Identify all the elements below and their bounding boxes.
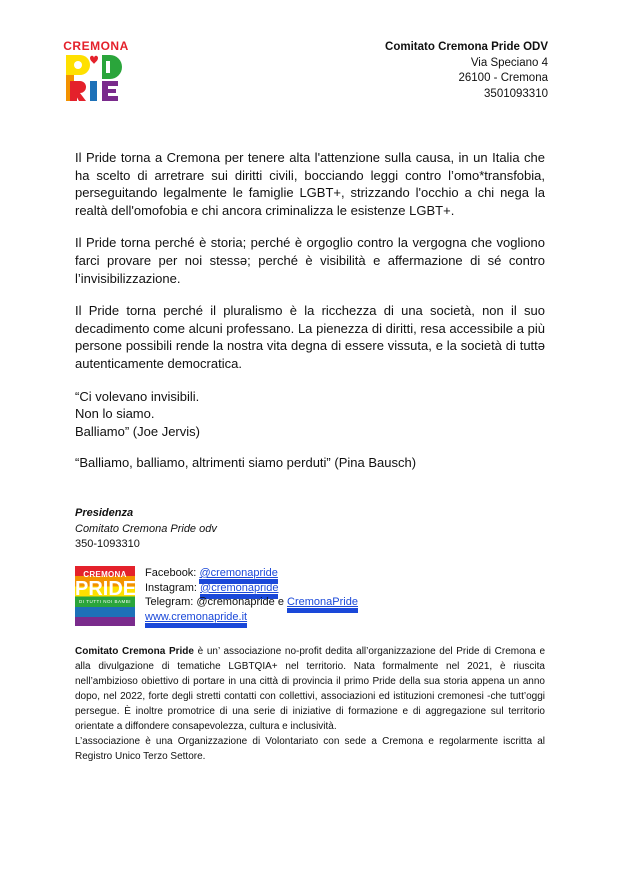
about-paragraph-2: L’associazione è una Organizzazione di Volontariato con sede a Cremona e regolarmente iscritta al Registro Unico Terzo Settore.: [75, 736, 545, 762]
quote-line: Non lo siamo.: [75, 406, 155, 422]
about-paragraph: [75, 644, 545, 734]
facebook-label: Facebook:: [145, 567, 197, 579]
telegram-row: [145, 595, 358, 610]
org-name: Comitato Cremona Pride ODV: [385, 41, 548, 53]
rainbow-badge-logo: [75, 566, 135, 626]
quote-jervis: [75, 388, 545, 441]
about-text: è un’ associazione no-profit dedita all’organizzazione del Pride di Cremona e alla divulgazione di tematiche LGBTQIA+ nel territorio. Nata formalmente nel 2021, è riuscita nell’ambizioso obiettivo di portare in una città di provincia il primo Pride della sua storia appena un anno dopo, nel 2022, forte degli stretti contatti con collettivi, associazioni ed istituzioni cremonesi -che tutt’oggi persegue. È inoltre promotrice di una serie di iniziative di formazione e di aggregazione sul territorio orientate a diffondere consapevolezza, cultura e inclusività.: [75, 646, 546, 732]
letter-body: [75, 149, 545, 472]
org-city: 26100 - Cremona: [458, 72, 548, 85]
telegram-channel-link[interactable]: CremonaPride: [287, 596, 358, 613]
instagram-link[interactable]: @cremonapride: [200, 582, 278, 599]
telegram-handle: @cremonapride: [196, 596, 275, 609]
paragraph-1: Il Pride torna a Cremona per tenere alta l'attenzione sulla causa, in un Italia che ha scelto di arretrare sui diritti civili, bocciando leggi contro l’omo*transfobia, perseguitando legalmente le famiglie LGBT+, strizzando l'occhio a chi nega la realtà dell'omofobia e chi ancora criminalizza le esistenze LGBT+.: [75, 150, 545, 218]
signature-phone: 350-1093310: [75, 538, 140, 550]
instagram-row: [145, 581, 358, 596]
org-address-block: [385, 40, 548, 102]
instagram-label: Instagram:: [145, 581, 197, 594]
logo-top-text: CREMONA: [63, 39, 129, 53]
about-lead: Comitato Cremona Pride: [75, 646, 194, 657]
quote-line: Balliamo” (Joe Jervis): [75, 423, 200, 439]
facebook-link[interactable]: @cremonapride: [199, 567, 277, 584]
telegram-label: Telegram:: [145, 596, 194, 609]
cremona-pride-logo: [62, 40, 130, 104]
signature-title: Presidenza: [75, 507, 134, 519]
social-links: [145, 566, 358, 624]
paragraph-3: Il Pride torna perché il pluralismo è la ricchezza di una società, non il suo decadimento come alcuni professano. La pienezza di diritti, resa accessibile a più persone possibili rende la nostra vita degna di essere vissuta, e la società di tuttə autenticamente democratica.: [75, 303, 545, 371]
facebook-row: [145, 566, 358, 581]
org-street: Via Speciano 4: [470, 56, 548, 69]
pride-letters-logo: [62, 53, 130, 103]
badge-top-text: CREMONA: [83, 570, 127, 579]
signature-block: [75, 506, 217, 553]
org-phone: 3501093310: [484, 87, 548, 100]
about-section: [75, 644, 545, 764]
badge-word: PRIDE: [75, 578, 137, 600]
quote-bausch: “Balliamo, balliamo, altrimenti siamo perduti” (Pina Bausch): [75, 455, 417, 471]
quote-line: “Ci volevano invisibili.: [75, 388, 200, 404]
telegram-joiner: e: [277, 596, 284, 609]
website-link[interactable]: www.cremonapride.it: [145, 611, 247, 628]
badge-bottom-text: DI TUTTI NOI BAMBI: [79, 599, 131, 604]
paragraph-2: Il Pride torna perché è storia; perché è orgoglio contro la vergogna che vogliono farci provare per noi stessə; perché è visibilità e affermazione di sé contro l’invisibilizzazione.: [75, 235, 545, 286]
signature-committee: Comitato Cremona Pride odv: [75, 522, 217, 535]
